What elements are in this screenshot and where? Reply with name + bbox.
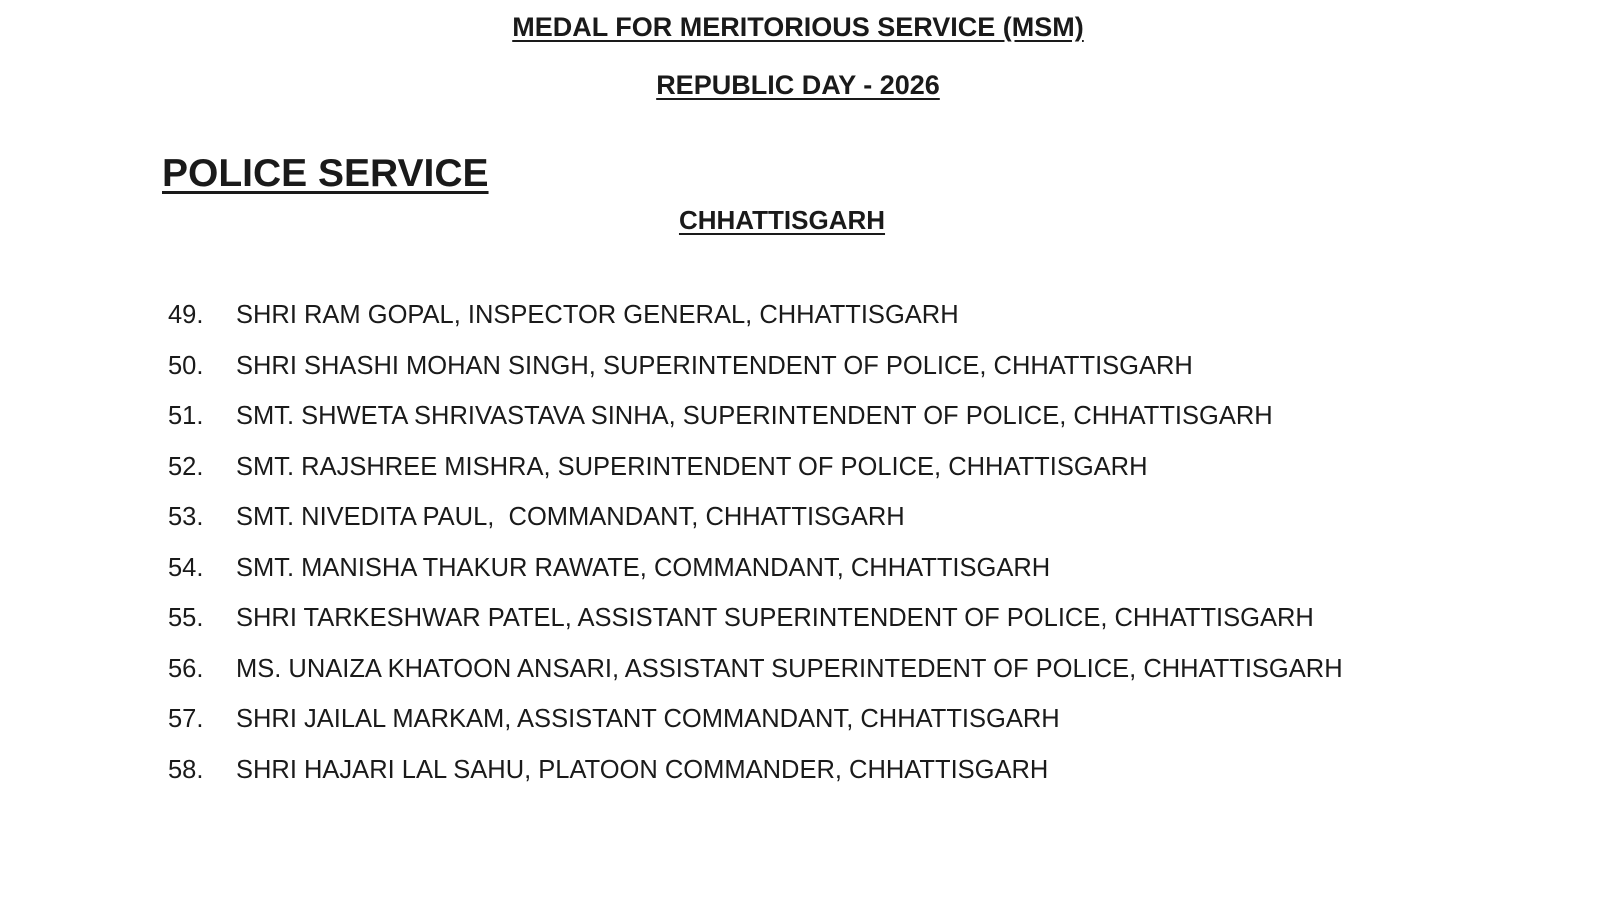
list-item <box>168 543 1448 594</box>
document-subtitle: REPUBLIC DAY - 2026 <box>656 70 940 100</box>
list-item <box>168 694 1448 745</box>
item-number: 52. <box>168 452 204 481</box>
item-text: SMT. RAJSHREE MISHRA, SUPERINTENDENT OF POLICE, CHHATTISGARH <box>236 452 1148 481</box>
item-text: SMT. SHWETA SHRIVASTAVA SINHA, SUPERINTENDENT OF POLICE, CHHATTISGARH <box>236 402 1273 430</box>
list-item <box>168 745 1448 796</box>
list-item <box>168 442 1448 493</box>
list-item <box>168 593 1448 644</box>
list-item <box>168 391 1448 442</box>
item-number: 55. <box>168 604 204 632</box>
item-text: SHRI RAM GOPAL, INSPECTOR GENERAL, CHHATTISGARH <box>236 301 959 329</box>
document-title: MEDAL FOR MERITORIOUS SERVICE (MSM) <box>512 12 1084 42</box>
item-text: SHRI JAILAL MARKAM, ASSISTANT COMMANDANT, CHHATTISGARH <box>236 705 1060 733</box>
item-number: 49. <box>168 301 204 329</box>
item-text: SHRI HAJARI LAL SAHU, PLATOON COMMANDER, CHHATTISGARH <box>236 755 1049 784</box>
item-text: SHRI SHASHI MOHAN SINGH, SUPERINTENDENT OF POLICE, CHHATTISGARH <box>236 351 1193 380</box>
awardee-list <box>168 290 1448 795</box>
item-text: SHRI TARKESHWAR PATEL, ASSISTANT SUPERINTENDENT OF POLICE, CHHATTISGARH <box>236 604 1314 632</box>
list-item <box>168 492 1448 543</box>
section-heading: POLICE SERVICE <box>162 152 489 195</box>
item-text: MS. UNAIZA KHATOON ANSARI, ASSISTANT SUPERINTEDENT OF POLICE, CHHATTISGARH <box>236 654 1343 683</box>
item-text: SMT. MANISHA THAKUR RAWATE, COMMANDANT, CHHATTISGARH <box>236 553 1051 582</box>
item-number: 50. <box>168 351 204 380</box>
item-number: 58. <box>168 755 204 784</box>
list-item <box>168 341 1448 392</box>
list-item <box>168 290 1448 341</box>
state-heading: CHHATTISGARH <box>678 205 886 235</box>
list-item <box>168 644 1448 695</box>
item-number: 51. <box>168 402 204 430</box>
item-number: 56. <box>168 654 204 683</box>
item-text: SMT. NIVEDITA PAUL, COMMANDANT, CHHATTISGARH <box>236 503 905 531</box>
item-number: 54. <box>168 553 204 582</box>
item-number: 57. <box>168 705 204 733</box>
item-number: 53. <box>168 503 204 531</box>
